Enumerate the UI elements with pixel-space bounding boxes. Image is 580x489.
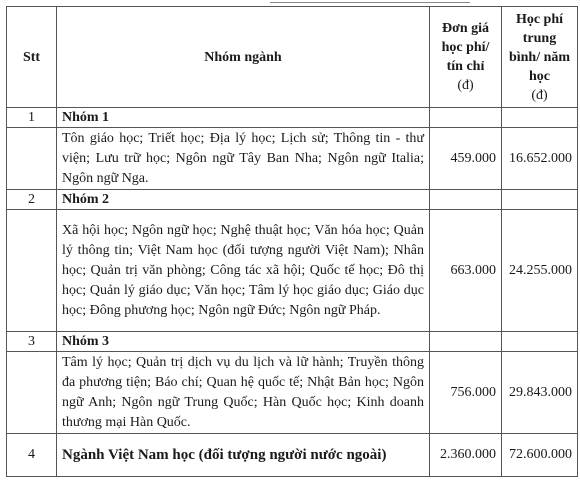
group-3-name: Nhóm 3 xyxy=(57,332,430,352)
group-3-credit-fee: 756.000 xyxy=(430,352,502,434)
group-2-majors: Xã hội học; Ngôn ngữ học; Nghệ thuật học; Văn hóa học; Quản lý thông tin; Việt Nam học (đối tượng người Việt Nam); Nhân học; Quản trị văn phòng; Công tác xã hội; Quốc tế học; Đô thị học; Quản lý giáo dục; Văn học; Tâm lý học giáo dục; Giáo dục học; Đông phương học; Ngôn ngữ Đức; Ngôn ngữ Pháp. xyxy=(57,210,430,332)
table-row-group-2-body xyxy=(7,210,578,332)
table-header-row xyxy=(7,7,578,108)
header-year-fee-unit: (đ) xyxy=(531,87,548,103)
group-2-year-fee: 24.255.000 xyxy=(502,210,578,332)
table-row-group-1-head xyxy=(7,108,578,128)
group-1-head-year-empty xyxy=(502,108,578,128)
header-year-fee xyxy=(502,7,578,108)
group-2-stt-empty xyxy=(7,210,57,332)
group-2-name: Nhóm 2 xyxy=(57,190,430,210)
group-2-credit-fee: 663.000 xyxy=(430,210,502,332)
group-2-head-credit-empty xyxy=(430,190,502,210)
table-row-group-1-body xyxy=(7,128,578,190)
header-group: Nhóm ngành xyxy=(57,7,430,108)
group-3-stt: 3 xyxy=(7,332,57,352)
group-1-name: Nhóm 1 xyxy=(57,108,430,128)
group-1-year-fee: 16.652.000 xyxy=(502,128,578,190)
group-3-head-year-empty xyxy=(502,332,578,352)
header-credit-fee xyxy=(430,7,502,108)
row-4-stt: 4 xyxy=(7,434,57,477)
group-1-head-credit-empty xyxy=(430,108,502,128)
table-row-group-3-body xyxy=(7,352,578,434)
header-stt: Stt xyxy=(7,7,57,108)
tuition-fee-table xyxy=(6,6,578,477)
table-row-4 xyxy=(7,434,578,477)
group-2-stt: 2 xyxy=(7,190,57,210)
group-3-year-fee: 29.843.000 xyxy=(502,352,578,434)
group-3-stt-empty xyxy=(7,352,57,434)
row-4-credit-fee: 2.360.000 xyxy=(430,434,502,477)
group-1-credit-fee: 459.000 xyxy=(430,128,502,190)
header-credit-fee-label: Đơn giá học phí/ tín chỉ xyxy=(441,21,490,74)
group-1-stt: 1 xyxy=(7,108,57,128)
table-row-group-2-head xyxy=(7,190,578,210)
header-year-fee-label: Học phí trung bình/ năm học xyxy=(508,11,571,84)
row-4-name: Ngành Việt Nam học (đối tượng người nước ngoài) xyxy=(57,434,430,477)
group-1-majors: Tôn giáo học; Triết học; Địa lý học; Lịch sử; Thông tin - thư viện; Lưu trữ học; Ngôn ngữ Tây Ban Nha; Ngôn ngữ Italia; Ngôn ngữ Nga. xyxy=(57,128,430,190)
group-1-stt-empty xyxy=(7,128,57,190)
cropped-underline xyxy=(270,2,470,3)
table-row-group-3-head xyxy=(7,332,578,352)
group-2-head-year-empty xyxy=(502,190,578,210)
header-credit-fee-unit: (đ) xyxy=(457,78,474,93)
row-4-year-fee: 72.600.000 xyxy=(502,434,578,477)
group-3-head-credit-empty xyxy=(430,332,502,352)
group-3-majors: Tâm lý học; Quản trị dịch vụ du lịch và lữ hành; Truyền thông đa phương tiện; Báo chí; Quan hệ quốc tế; Nhật Bản học; Ngôn ngữ Anh; Ngôn ngữ Trung Quốc; Hàn Quốc học; Kinh doanh thương mại Hàn Quốc. xyxy=(57,352,430,434)
